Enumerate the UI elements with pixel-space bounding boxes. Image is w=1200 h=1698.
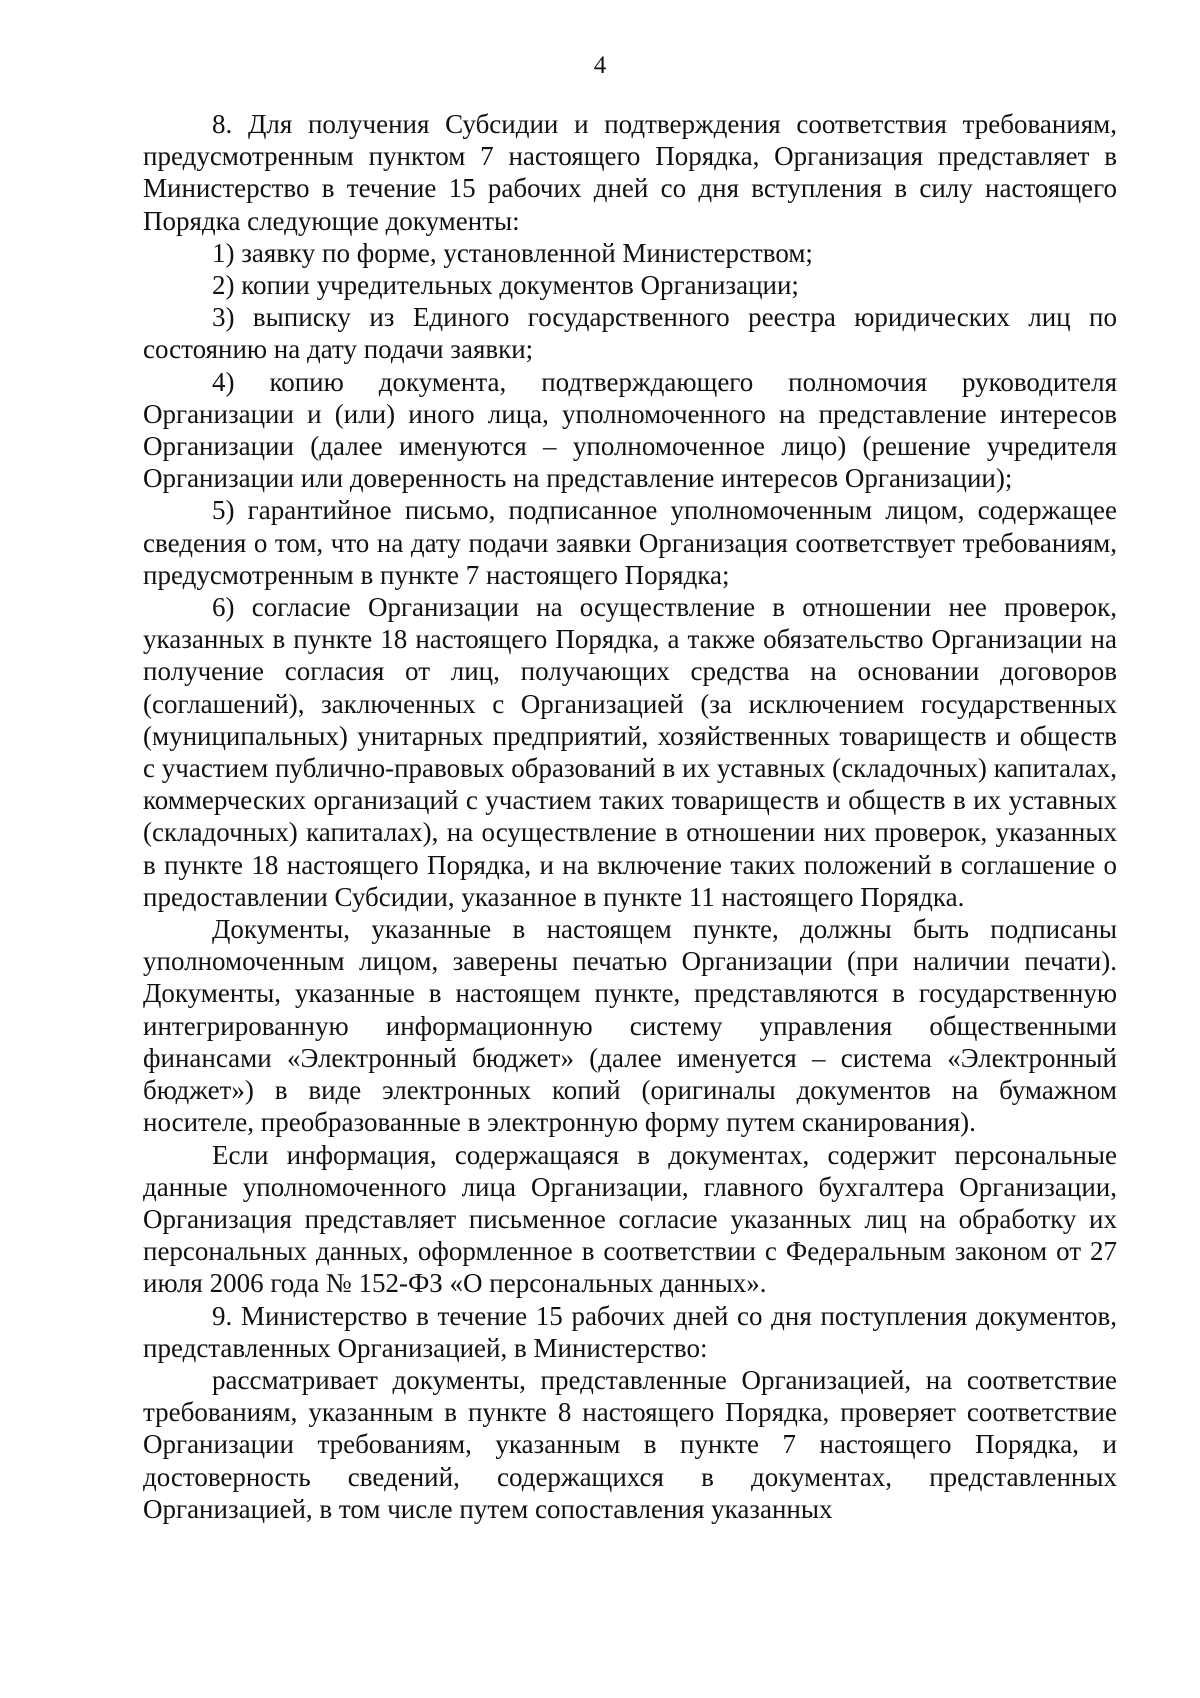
list-item-5: 5) гарантийное письмо, подписанное уполномоченным лицом, содержащее сведения о том, что на дату подачи заявки Организация соответствует требованиям, предусмотренным в пункте 7 настоящего Порядка; bbox=[143, 495, 1117, 590]
paragraph-signing-requirements: Документы, указанные в настоящем пункте, должны быть подписаны уполномоченным лицом, заверены печатью Организации (при наличии печати). Документы, указанные в настоящем пункте, представляются в государственную интегрированную информационную систему управления общественными финансами «Электронный бюджет» (далее именуется – система «Электронный бюджет») в виде электронных копий (оригиналы документов на бумажном носителе, преобразованные в электронную форму путем сканирования). bbox=[143, 914, 1117, 1138]
document-body bbox=[143, 108, 1117, 1525]
list-item-6: 6) согласие Организации на осуществление в отношении нее проверок, указанных в пункте 18 настоящего Порядка, а также обязательство Организации на получение согласия от лиц, получающих средства на основании договоров (соглашений), заключенных с Организацией (за исключением государственных (муниципальных) унитарных предприятий, хозяйственных товариществ и обществ с участием публично-правовых образований в их уставных (складочных) капиталах, коммерческих организаций с участием таких товариществ и обществ в их уставных (складочных) капиталах), на осуществление в отношении них проверок, указанных в пункте 18 настоящего Порядка, и на включение таких положений в соглашение о предоставлении Субсидии, указанное в пункте 11 настоящего Порядка. bbox=[143, 592, 1117, 912]
paragraph-personal-data: Если информация, содержащаяся в документах, содержит персональные данные уполномоченного лица Организации, главного бухгалтера Организации, Организация представляет письменное согласие указанных лиц на обработку их персональных данных, оформленное в соответствии с Федеральным законом от 27 июля 2006 года № 152-ФЗ «О персональных данных». bbox=[143, 1139, 1117, 1299]
list-item-4: 4) копию документа, подтверждающего полномочия руководителя Организации и (или) иного лица, уполномоченного на представление интересов Организации (далее именуются – уполномоченное лицо) (решение учредителя Организации или доверенность на представление интересов Организации); bbox=[143, 366, 1117, 494]
list-item-1: 1) заявку по форме, установленной Министерством; bbox=[212, 237, 813, 268]
paragraph-8-intro: 8. Для получения Субсидии и подтверждения соответствия требованиям, предусмотренным пунктом 7 настоящего Порядка, Организация представляет в Министерство в течение 15 рабочих дней со дня вступления в силу настоящего Порядка следующие документы: bbox=[143, 109, 1117, 236]
paragraph-9-review: рассматривает документы, представленные Организацией, на соответствие требованиям, указанным в пункте 8 настоящего Порядка, проверяет соответствие Организации требованиям, указанным в пункте 7 настоящего Порядка, и достоверность сведений, содержащихся в документах, представленных Организацией, в том числе путем сопоставления указанных bbox=[143, 1364, 1117, 1524]
list-item-3: 3) выписку из Единого государственного реестра юридических лиц по состоянию на дату подачи заявки; bbox=[143, 302, 1117, 365]
list-item-2: 2) копии учредительных документов Организации; bbox=[212, 270, 799, 301]
paragraph-9-intro: 9. Министерство в течение 15 рабочих дней со дня поступления документов, представленных Организацией, в Министерство: bbox=[143, 1300, 1117, 1363]
page-number: 4 bbox=[593, 52, 607, 79]
